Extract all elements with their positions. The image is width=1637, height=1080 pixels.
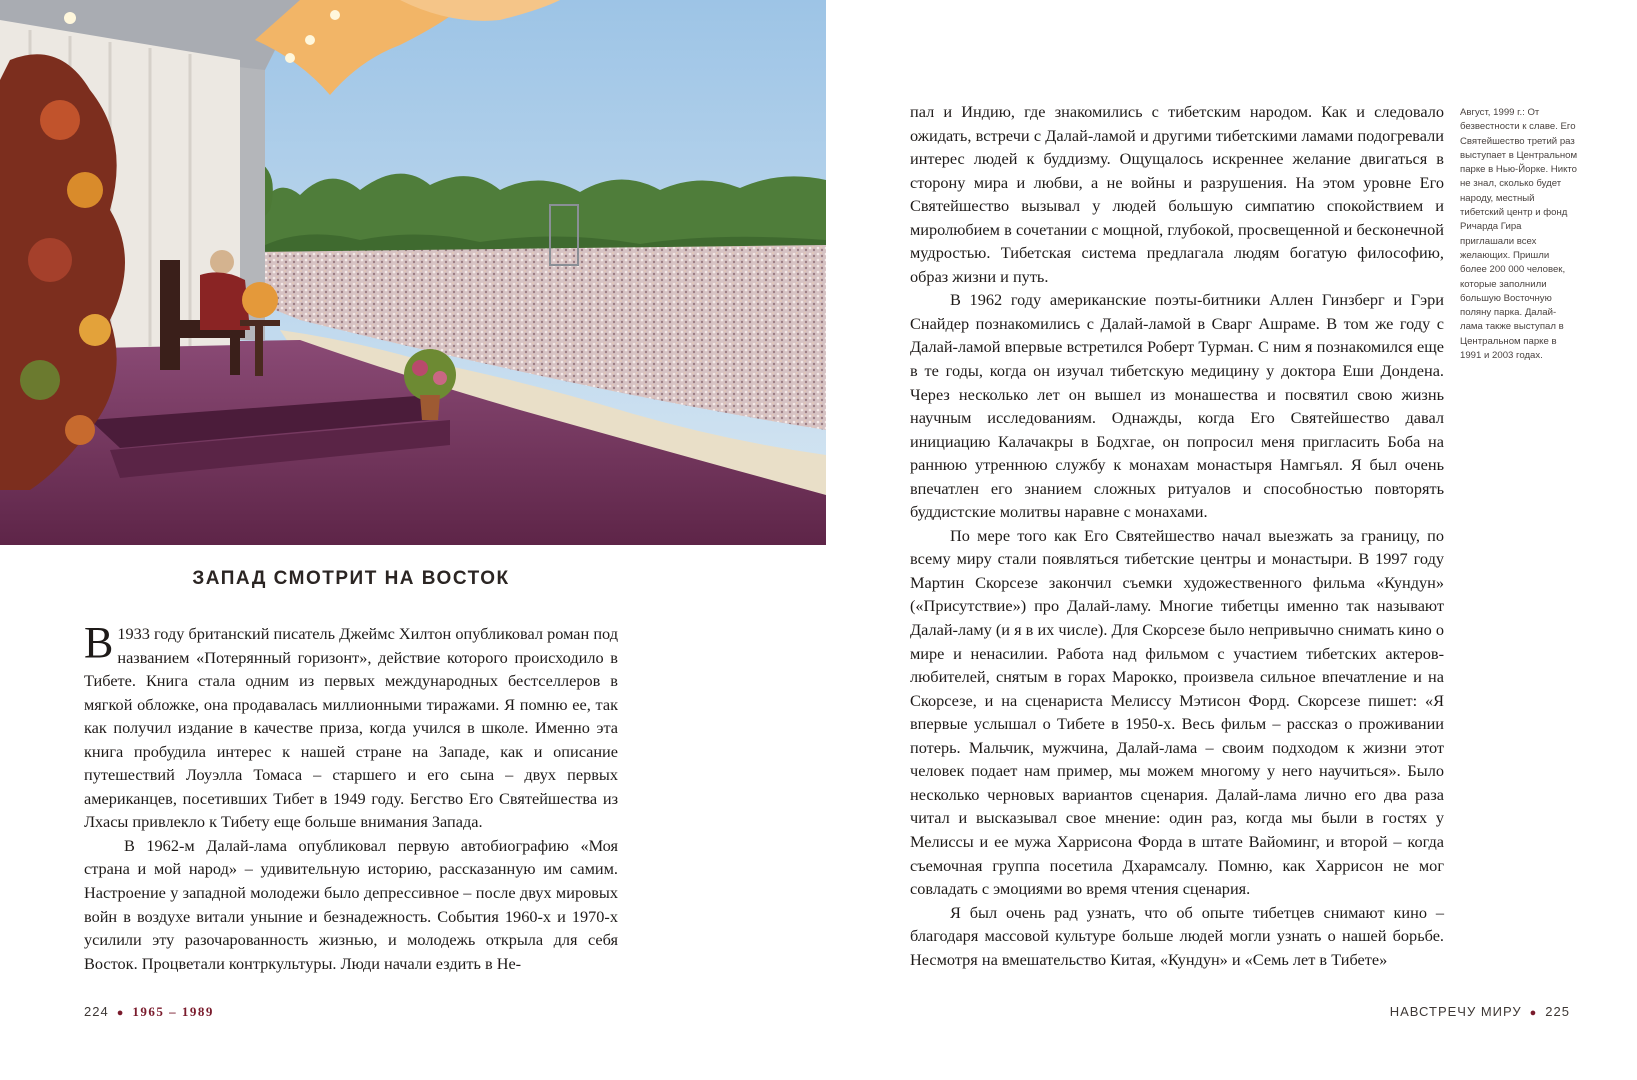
page-number: 224 — [84, 1004, 109, 1019]
footer-left — [84, 1004, 214, 1020]
photo-caption: Август, 1999 г.: От безвестности к славе. Его Святейшество третий раз выступает в Центральном парке в Нью-Йорке. Никто не знал, сколько будет народу, местный тибетский центр и фонд Ричарда Гира приглашали всех желающих. Пришли более 200 000 человек, которые заполнили большую Восточную поляну парка. Далай-лама также выступал в Центральном парке в 1991 и 2003 годах. — [1460, 107, 1578, 362]
paragraph: В 1962 году американские поэты-битники Аллен Гинзберг и Гэри Снайдер познакомились с Далай-ламой в Сварг Ашраме. В том же году с Далай-ламой впервые встретился Роберт Турман. С ним я познакомился еще в те годы, когда он изучал тибетскую медицину у доктора Еши Дондена. Через несколько лет он вышел из монашества и посвятил свою жизнь научным исследованиям. Однажды, когда Его Святейшество давал инициацию Калачакры в Бодхгае, он попросил меня пригласить Боба на раннюю утреннюю службу к монахам монастыря Намгьял. Я был очень впечатлен его знанием сложных ритуалов и способностью повторять буддистские молитвы наравне с монахами. — [910, 290, 1444, 522]
dalai-lama-central-park-photo — [0, 0, 826, 545]
footer-right — [1390, 1004, 1570, 1019]
bullet-icon: ● — [1529, 1007, 1538, 1019]
bullet-icon: ● — [116, 1007, 125, 1019]
paragraph: По мере того как Его Святейшество начал выезжать за границу, по всему миру стали появляться тибетские центры и монастыри. В 1997 году Мартин Скорсезе закончил съемки художественного фильма «Кундун» («Присутствие») про Далай-ламу. Многие тибетцы именно так называют Далай-ламу (и я в их числе). Для Скорсезе было непривычно снимать кино о мире и ненасилии. Работа над фильмом с участием тибетских актеров-любителей, снятым в горах Марокко, произвела сильное впечатление и на Скорсезе, и на сценариста Мелиссу Мэтисон Форд. Скорсезе пишет: «Я впервые услышал о Тибете в 1950-х. Весь фильм – рассказ о проживании потерь. Мальчик, мужчина, Далай-лама – своим подходом к жизни этот человек подает нам пример, мы можем многому у него научиться». Было несколько черновых вариантов сценария. Далай-лама лично его два раза читал и высказывал свое мнение: один раз, когда мы были в гостях у Мелиссы и ее мужа Харрисона Форда в штате Вайоминг, и второй – когда съемочная группа посетила Дхарамсалу. Помню, как Харрисон не мог совладать с эмоциями во время чтения сценария. — [910, 525, 1444, 899]
spotlight — [64, 12, 76, 24]
era-label: 1965 – 1989 — [132, 1004, 214, 1019]
left-text-column — [84, 618, 618, 975]
drop-cap: В — [84, 618, 114, 667]
photo-illustration — [0, 0, 826, 545]
paragraph: В 1933 году британский писатель Джеймс Хилтон опубликовал роман под названием «Потерянный горизонт», действие которого происходило в Тибете. Книга стала одним из первых международных бестселлеров в мягкой обложке, она продавалась миллионными тиражами. Я помню ее, так как получил издание в качестве приза, когда учился в школе. Именно эта книга пробудила интерес к нашей стране на Западе, как и описание путешествий Лоуэлла Томаса – старшего и его сына – двух первых американцев, посетивших Тибет в 1949 году. Бегство Его Святейшества из Лхасы привлекло к Тибету еще больше внимания Запада. — [84, 618, 618, 832]
page-number: 225 — [1545, 1004, 1570, 1019]
section-title: НАВСТРЕЧУ МИРУ — [1389, 1004, 1522, 1019]
paragraph: пал и Индию, где знакомились с тибетским народом. Как и следовало ожидать, встречи с Далай-ламой и другими тибетскими ламами подогревали интерес людей к буддизму. Ощущалось искреннее желание двигаться в сторону мира и любви, а не войны и разрушения. На этом уровне Его Святейшество вызывал у людей большую симпатию спокойствием и миролюбием в сочетании с мощной, глубокой, просвещенной и бесконечной мудростью. Тибетская система предлагала людям богатую философию, образ жизни и путь. — [910, 102, 1444, 286]
side-table — [240, 320, 280, 326]
potted-plant — [404, 349, 456, 401]
chair — [160, 260, 180, 370]
right-text-column — [910, 100, 1444, 971]
paragraph: Я был очень рад узнать, что об опыте тибетцев снимают кино – благодаря массовой культуре больше людей могли узнать о нашей борьбе. Несмотря на вмешательство Китая, «Кундун» и «Семь лет в Тибете» — [910, 902, 1444, 969]
section-heading: ЗАПАД СМОТРИТ НА ВОСТОК — [192, 568, 510, 589]
speaker-figure — [210, 250, 234, 274]
paragraph: В 1962-м Далай-лама опубликовал первую автобиографию «Моя страна и мой народ» – удивительную историю, рассказанную им самим. Настроение у западной молодежи было депрессивное – после двух мировых войн в воздухе витали уныние и безнадежность. События 1960-х и 1970-х усилили эту разочарованность жизнью, и молодежь открыла для себя Восток. Процветали контркультуры. Люди начали ездить в Не- — [84, 835, 618, 973]
